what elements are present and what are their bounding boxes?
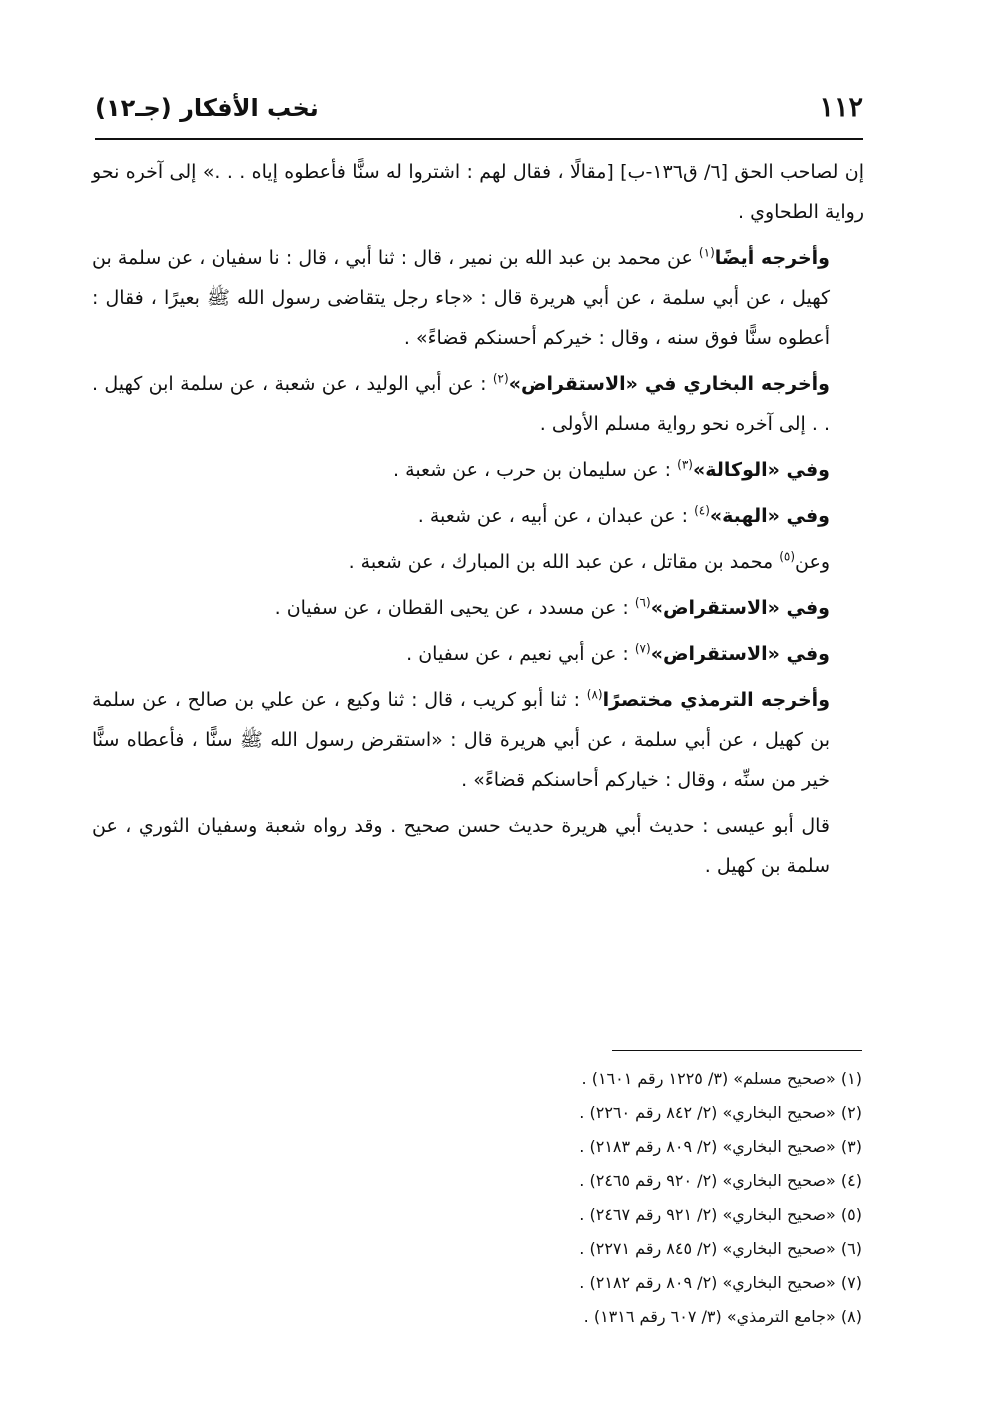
footnote-ref-2[interactable]: (٢) bbox=[492, 371, 509, 386]
paragraph-9-keyword: وأخرجه الترمذي مختصرًا bbox=[602, 689, 831, 711]
paragraph-5 bbox=[92, 496, 864, 536]
running-title: نخب الأفكار (جـ١٢) bbox=[95, 94, 319, 122]
paragraph-6-lead: وعن bbox=[795, 551, 830, 573]
paragraph-1 bbox=[92, 152, 864, 232]
paragraph-10-text: قال أبو عيسى : حديث أبي هريرة حديث حسن صحيح . وقد رواه شعبة وسفيان الثوري ، عن سلمة بن كهيل . bbox=[92, 815, 830, 877]
paragraph-6-text: محمد بن مقاتل ، عن عبد الله بن المبارك ، عن شعبة . bbox=[348, 551, 780, 573]
footnotes bbox=[300, 1062, 862, 1334]
footnote-2: (٢) «صحيح البخاري» (٢/ ٨٤٢ رقم ٢٢٦٠) . bbox=[579, 1103, 862, 1122]
paragraph-6 bbox=[92, 542, 864, 582]
paragraph-7-text: : عن مسدد ، عن يحيى القطان ، عن سفيان . bbox=[274, 597, 635, 619]
paragraph-8-keyword: وفي «الاستقراض» bbox=[650, 643, 830, 665]
paragraph-3-keyword: وأخرجه البخاري في «الاستقراض» bbox=[508, 373, 830, 395]
footnote-6: (٦) «صحيح البخاري» (٢/ ٨٤٥ رقم ٢٢٧١) . bbox=[579, 1239, 862, 1258]
footnote-ref-5[interactable]: (٥) bbox=[779, 549, 796, 564]
paragraph-4-text: : عن سليمان بن حرب ، عن شعبة . bbox=[393, 459, 678, 481]
paragraph-9-text: : ثنا أبو كريب ، قال : ثنا وكيع ، عن علي بن صالح ، عن سلمة بن كهيل ، عن أبي سلمة ، عن أبي هريرة قال : «استقرض رسول الله ﷺ سنًّا ، فأعطاه سنًّا خير من سنِّه ، وقال : خياركم أحاسنكم قضاءً» . bbox=[92, 689, 830, 791]
main-text bbox=[92, 152, 864, 892]
paragraph-2-keyword: وأخرجه أيضًا bbox=[714, 247, 830, 269]
footnote-ref-1[interactable]: (١) bbox=[698, 245, 715, 260]
footnote-7: (٧) «صحيح البخاري» (٢/ ٨٠٩ رقم ٢١٨٢) . bbox=[579, 1273, 862, 1292]
footnote-1: (١) «صحيح مسلم» (٣/ ١٢٢٥ رقم ١٦٠١) . bbox=[581, 1069, 862, 1088]
paragraph-4-keyword: وفي «الوكالة» bbox=[692, 459, 830, 481]
paragraph-9 bbox=[92, 680, 864, 800]
footnote-ref-7[interactable]: (٧) bbox=[634, 641, 651, 656]
paragraph-5-keyword: وفي «الهبة» bbox=[709, 505, 830, 527]
footnote-divider bbox=[612, 1050, 862, 1051]
paragraph-10 bbox=[92, 806, 864, 886]
page-header bbox=[95, 92, 863, 132]
footnote-5: (٥) «صحيح البخاري» (٢/ ٩٢١ رقم ٢٤٦٧) . bbox=[579, 1205, 862, 1224]
paragraph-7 bbox=[92, 588, 864, 628]
footnote-ref-4[interactable]: (٤) bbox=[694, 503, 710, 518]
paragraph-7-keyword: وفي «الاستقراض» bbox=[650, 597, 830, 619]
footnote-8: (٨) «جامع الترمذي» (٣/ ٦٠٧ رقم ١٣١٦) . bbox=[583, 1307, 862, 1326]
paragraph-8-text: : عن أبي نعيم ، عن سفيان . bbox=[406, 643, 635, 665]
footnote-4: (٤) «صحيح البخاري» (٢/ ٩٢٠ رقم ٢٤٦٥) . bbox=[579, 1171, 862, 1190]
paragraph-1-line-1: إن لصاحب الحق [٦/ ق١٣٦-ب] [مقالًا ، فقال لهم : اشتروا له سنًّا فأعطوه إياه . . .» bbox=[202, 161, 864, 183]
footnote-3: (٣) «صحيح البخاري» (٢/ ٨٠٩ رقم ٢١٨٣) . bbox=[579, 1137, 862, 1156]
header-divider bbox=[95, 138, 863, 140]
paragraph-8 bbox=[92, 634, 864, 674]
paragraph-2 bbox=[92, 238, 864, 358]
footnote-ref-8[interactable]: (٨) bbox=[586, 687, 603, 702]
footnote-ref-3[interactable]: (٣) bbox=[677, 457, 693, 472]
paragraph-5-text: : عن عبدان ، عن أبيه ، عن شعبة . bbox=[417, 505, 695, 527]
paragraph-4 bbox=[92, 450, 864, 490]
page-number: ١١٢ bbox=[819, 92, 863, 123]
paragraph-1-line-2: إلى آخره نحو رواية الطحاوي . bbox=[92, 161, 864, 223]
paragraph-3 bbox=[92, 364, 864, 444]
paragraph-2-text: عن محمد بن عبد الله بن نمير ، قال : ثنا أبي ، قال : نا سفيان ، عن سلمة بن كهيل ، عن أبي سلمة ، عن أبي هريرة قال : «جاء رجل يتقاضى رسول الله ﷺ بعيرًا ، فقال : أعطوه سنًّا فوق سنه ، وقال : خيركم أحسنكم قضاءً» . bbox=[92, 247, 830, 349]
footnote-ref-6[interactable]: (٦) bbox=[634, 595, 651, 610]
paragraph-3-text: : عن أبي الوليد ، عن شعبة ، عن سلمة ابن كهيل . . . إلى آخره نحو رواية مسلم الأولى . bbox=[92, 373, 830, 435]
